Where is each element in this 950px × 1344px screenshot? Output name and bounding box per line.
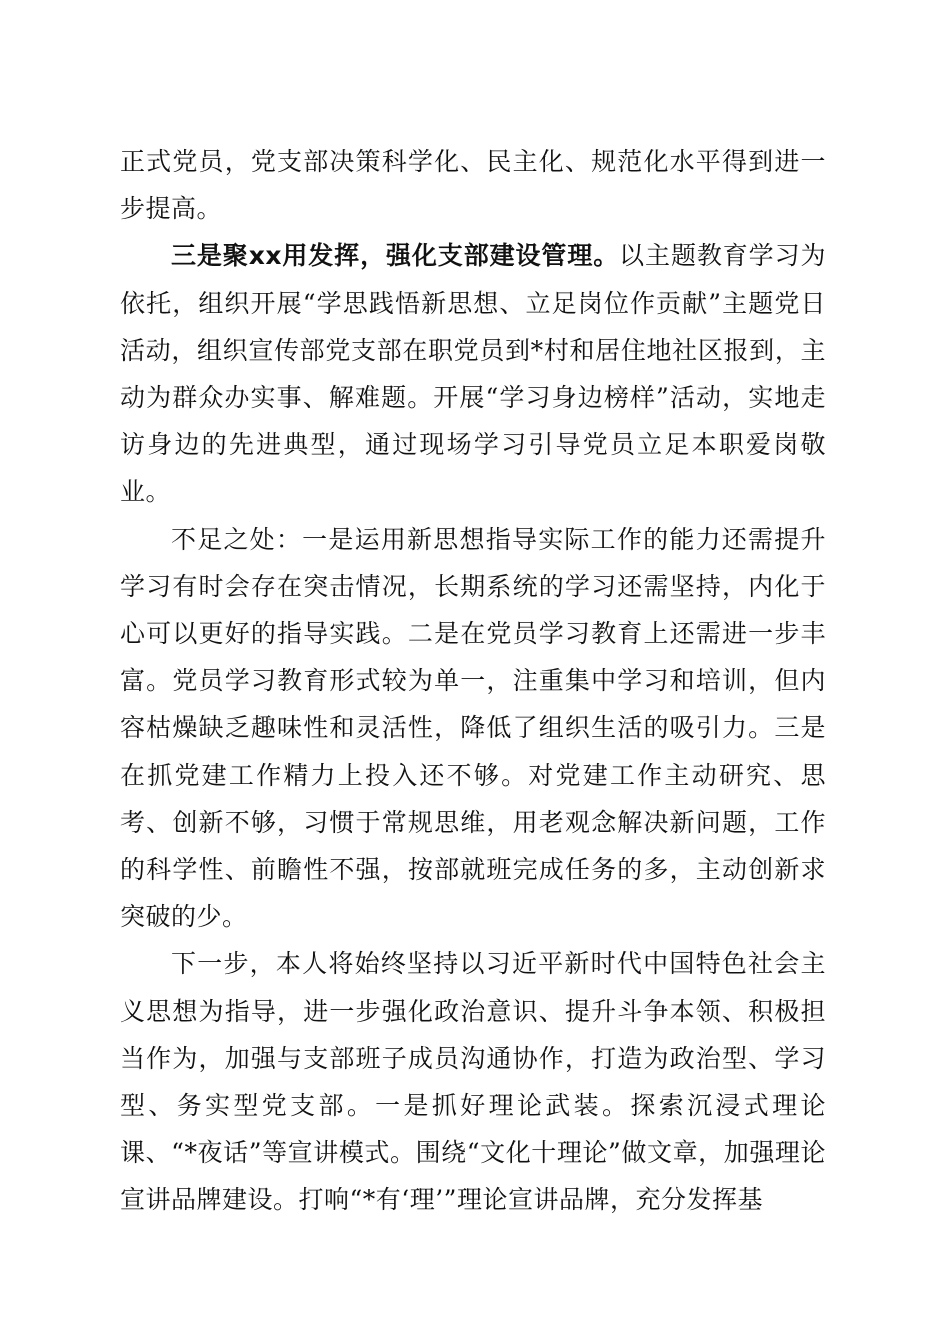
paragraph-4 [120, 940, 826, 1223]
paragraph-2-heading: 三是聚xx用发挥，强化支部建设管理。 [171, 241, 620, 271]
paragraph-1 [120, 138, 826, 232]
paragraph-2-text: 以主题教育学习为依托，组织开展“学思践悟新思想、立足岗位作贡献”主题党日活动，组织宣传部党支部在职党员到*村和居住地社区报到，主动为群众办实事、解难题。开展“学习身边榜样”活动，实地走访身边的先进典型，通过现场学习引导党员立足本职爱岗敬业。 [120, 241, 826, 507]
paragraph-3-text: 不足之处：一是运用新思想指导实际工作的能力还需提升学习有时会存在突击情况，长期系统的学习还需坚持，内化于心可以更好的指导实践。二是在党员学习教育上还需进一步丰富。党员学习教育形式较为单一，注重集中学习和培训，但内容枯燥缺乏趣味性和灵活性，降低了组织生活的吸引力。三是在抓党建工作精力上投入还不够。对党建工作主动研究、思考、创新不够，习惯于常规思维，用老观念解决新问题，工作的科学性、前瞻性不强，按部就班完成任务的多，主动创新求突破的少。 [120, 524, 826, 932]
paragraph-2 [120, 232, 826, 515]
document-body [120, 138, 826, 1224]
paragraph-1-text: 正式党员，党支部决策科学化、民主化、规范化水平得到进一步提高。 [120, 147, 826, 224]
paragraph-4-text: 下一步，本人将始终坚持以习近平新时代中国特色社会主义思想为指导，进一步强化政治意识、提升斗争本领、积极担当作为，加强与支部班子成员沟通协作，打造为政治型、学习型、务实型党支部。一是抓好理论武装。探索沉浸式理论课、“*夜话”等宣讲模式。围绕“文化十理论”做文章，加强理论宣讲品牌建设。打响“*有‘理’”理论宣讲品牌，充分发挥基 [120, 949, 826, 1215]
paragraph-3 [120, 516, 826, 941]
